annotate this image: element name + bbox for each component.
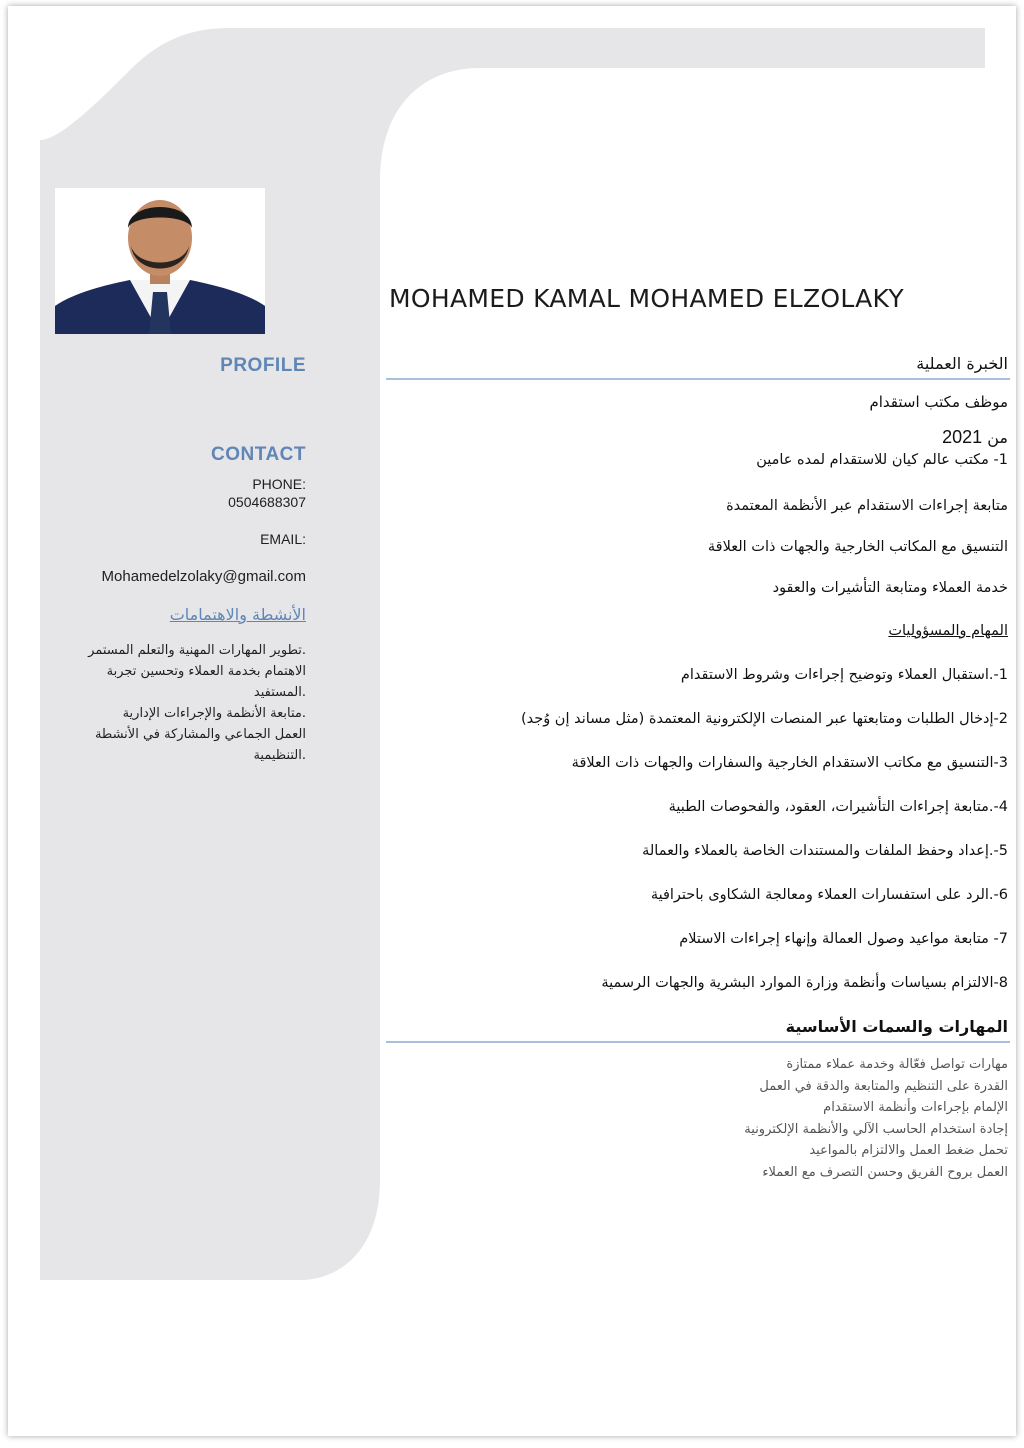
from-year: 2021 — [942, 427, 983, 447]
responsibility-item: 8-الالتزام بسياسات وأنظمة وزارة الموارد البشرية والجهات الرسمية — [601, 975, 1008, 991]
contact-heading: CONTACT — [211, 444, 306, 465]
responsibility-item: 5-.إعداد وحفظ الملفات والمستندات الخاصة بالعملاء والعمالة — [642, 843, 1008, 859]
responsibility-item: 7- متابعة مواعيد وصول العمالة وإنهاء إجراءات الاستلام — [679, 931, 1008, 947]
skill-item: القدرة على التنظيم والمتابعة والدقة في العمل — [759, 1078, 1008, 1094]
skills-list — [744, 1054, 1008, 1183]
interest-line: .المستفيد — [253, 685, 306, 700]
section-divider — [386, 1041, 1010, 1043]
interest-line: .تطوير المهارات المهنية والتعلم المستمر — [88, 643, 306, 658]
interests-list — [80, 640, 306, 766]
skills-heading: المهارات والسمات الأساسية — [785, 1017, 1008, 1036]
interest-line: .التنظيمية — [253, 748, 306, 763]
phone-value: 0504688307 — [228, 494, 306, 510]
email-value: Mohamedelzolaky@gmail.com — [101, 568, 306, 585]
responsibilities-heading: المهام والمسؤوليات — [888, 623, 1008, 639]
employer: 1- مكتب عالم كيان للاستقدام لمده عامين — [756, 452, 1008, 468]
phone-label: PHONE: — [252, 476, 306, 492]
duty-item: متابعة إجراءات الاستقدام عبر الأنظمة المعتمدة — [726, 498, 1008, 514]
candidate-name: MOHAMED KAMAL MOHAMED ELZOLAKY — [389, 284, 904, 313]
interests-heading: الأنشطة والاهتمامات — [169, 605, 306, 624]
duty-item: التنسيق مع المكاتب الخارجية والجهات ذات العلاقة — [707, 539, 1008, 555]
from-label: من — [987, 428, 1008, 447]
job-title: موظف مكتب استقدام — [869, 393, 1008, 411]
profile-photo — [55, 188, 265, 334]
employment-start — [942, 427, 1008, 448]
skill-item: العمل بروح الفريق وحسن التصرف مع العملاء — [762, 1164, 1008, 1180]
skill-item: الإلمام بإجراءات وأنظمة الاستقدام — [823, 1100, 1008, 1115]
skill-item: تحمل ضغط العمل والالتزام بالمواعيد — [809, 1143, 1008, 1158]
email-label: EMAIL: — [260, 531, 306, 547]
responsibility-item: 6-.الرد على استفسارات العملاء ومعالجة الشكاوى باحترافية — [650, 887, 1008, 903]
interest-line: .متابعة الأنظمة والإجراءات الإدارية — [122, 706, 306, 721]
skill-item: مهارات تواصل فعّالة وخدمة عملاء ممتازة — [786, 1057, 1008, 1072]
responsibility-item: 1-.استقبال العملاء وتوضيح إجراءات وشروط الاستقدام — [680, 667, 1008, 683]
interest-line: العمل الجماعي والمشاركة في الأنشطة — [94, 727, 306, 742]
duty-item: خدمة العملاء ومتابعة التأشيرات والعقود — [772, 580, 1008, 596]
skill-item: إجادة استخدام الحاسب الآلي والأنظمة الإلكترونية — [744, 1121, 1008, 1137]
responsibility-item: 4-.متابعة إجراءات التأشيرات، العقود، والفحوصات الطبية — [668, 799, 1008, 815]
responsibility-item: 3-التنسيق مع مكاتب الاستقدام الخارجية والسفارات والجهات ذات العلاقة — [571, 755, 1008, 771]
section-divider — [386, 378, 1010, 380]
responsibility-item: 2-إدخال الطلبات ومتابعتها عبر المنصات الإلكترونية المعتمدة (مثل مساند إن وُجد) — [520, 711, 1008, 727]
interest-line: الاهتمام بخدمة العملاء وتحسين تجربة — [106, 664, 306, 679]
experience-heading: الخبرة العملية — [916, 354, 1008, 373]
profile-heading: PROFILE — [220, 355, 306, 376]
